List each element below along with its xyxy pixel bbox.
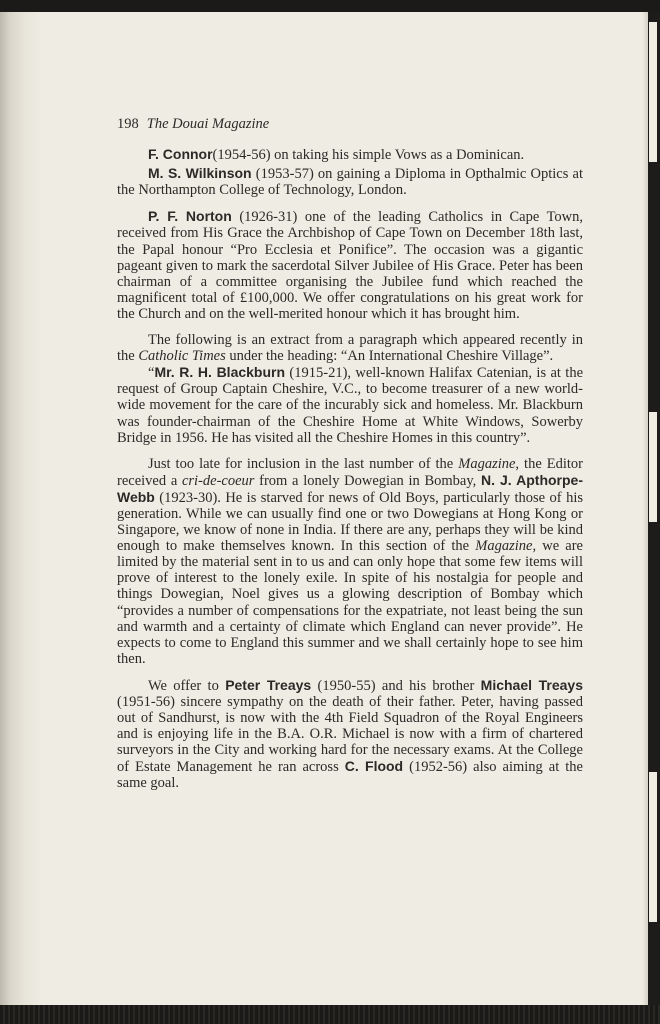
page-edge-strip <box>649 22 657 162</box>
page-edge-strip <box>649 412 657 522</box>
page-edge-strip <box>649 772 657 922</box>
paragraph-treays <box>117 677 583 792</box>
scan-border <box>0 1005 660 1024</box>
publication-title: Catholic Times <box>138 348 226 365</box>
paragraph-text: (1951-56) sincere sympathy on the death of their father. Peter, having passed out of Sandhurst, is now with the 4th Field Squadron of the Royal Engineers and is enjoying life in the B.A. O.R. Michael is now with a firm of chartered surveyors in the City and working hard for the necessary exams. At the College of Estate Management he ran across <box>117 694 583 776</box>
running-title: The Douai Magazine <box>146 116 270 132</box>
book-page <box>0 12 648 1005</box>
text-block <box>117 116 583 792</box>
open-quote: “ <box>148 365 155 382</box>
paragraph-text: from a lonely Dowegian in Bombay, <box>254 472 481 489</box>
paragraph-text: , the Editor received a <box>117 455 583 489</box>
running-header <box>117 116 583 132</box>
book-edge <box>648 12 660 1005</box>
person-name: Mr. R. H. Blackburn <box>154 364 286 381</box>
page-number: 198 <box>117 116 139 132</box>
paragraph-text: (1923-30). He is starved for news of Old Boys, particularly those of his generation. While we can usually find one or two Dowegians at Hong Kong or Singapore, we know of none in India. If there are any, perhaps they will be kind enough to make themselves known. In this section of the <box>117 489 583 555</box>
italic-text: cri-de-coeur <box>181 472 255 489</box>
paragraph-wilkinson <box>117 165 583 198</box>
person-name: F. Connor <box>148 146 213 163</box>
paragraph-apthorpe-webb <box>117 456 583 667</box>
paragraph-text: (1950-55) and his brother <box>311 677 481 694</box>
paragraph-text: (1915-21), well-known Halifax Catenian, is at the request of Group Captain Cheshire, V.C., to become treasurer of a new world-wide movement for the care of the incurably sick and homeless. Mr. Blackburn was founder-chairman of the Cheshire Home at White Windows, Sowerby Bridge in 1956. He has visited all the Cheshire Homes in this country”. <box>117 365 584 446</box>
person-name: C. Flood <box>344 758 404 775</box>
paragraph-blackburn <box>117 364 583 445</box>
paragraph-text: , we are limited by the material sent in to us and can only hope that some few items will prove of interest to the lonely exile. In spite of his nostalgia for people and things Dowegian, Noel gives us a glowing description of Bombay which “provides a number of compensations for the expatriate, not least being the sun and warmth and a certainty of climate which England can never provide”. He expects to come to England this summer and we shall certainly hope to see him then. <box>117 538 583 667</box>
person-name: Peter Treays <box>225 676 312 693</box>
paragraph-connor <box>117 146 583 163</box>
paragraph-text: (1926-31) one of the leading Catholics in Cape Town, received from His Grace the Archbishop of Cape Town on December 18th last, the Papal honour “Pro Ecclesia et Ponifice”. The occasion was a gigantic pageant given to mark the sacerdotal Silver Jubilee of His Grace. Peter has been chairman of a committee organising the Jubilee fund which reached the magnificent total of £100,000. We offer congratulations on his great work for the Church and on the well-merited honour which it has brought him. <box>117 209 584 322</box>
paragraph-text: (1953-57) on gaining a Diploma in Opthalmic Optics at the Northampton College of Technology, London. <box>117 166 584 199</box>
person-name: Michael Treays <box>480 676 583 693</box>
paragraph-text: (1954-56) on taking his simple Vows as a Dominican. <box>212 147 525 164</box>
paragraph-extract-intro <box>117 332 583 364</box>
paragraph-text: under the heading: “An International Cheshire Village”. <box>225 348 554 365</box>
italic-text: Magazine <box>475 538 533 555</box>
person-name: P. F. Norton <box>148 208 232 225</box>
paragraph-text: We offer to <box>148 677 226 694</box>
italic-text: Magazine <box>458 455 516 472</box>
person-name: N. J. Apthorpe-Webb <box>117 471 583 505</box>
paragraph-text: Just too late for inclusion in the last number of the <box>148 455 459 472</box>
paragraph-text: The following is an extract from a paragraph which appeared recently in the <box>117 332 583 365</box>
person-name: M. S. Wilkinson <box>148 165 252 182</box>
page-gutter <box>0 12 42 1005</box>
paragraph-norton <box>117 208 583 322</box>
paragraph-text: (1952-56) also aiming at the same goal. <box>117 759 583 792</box>
